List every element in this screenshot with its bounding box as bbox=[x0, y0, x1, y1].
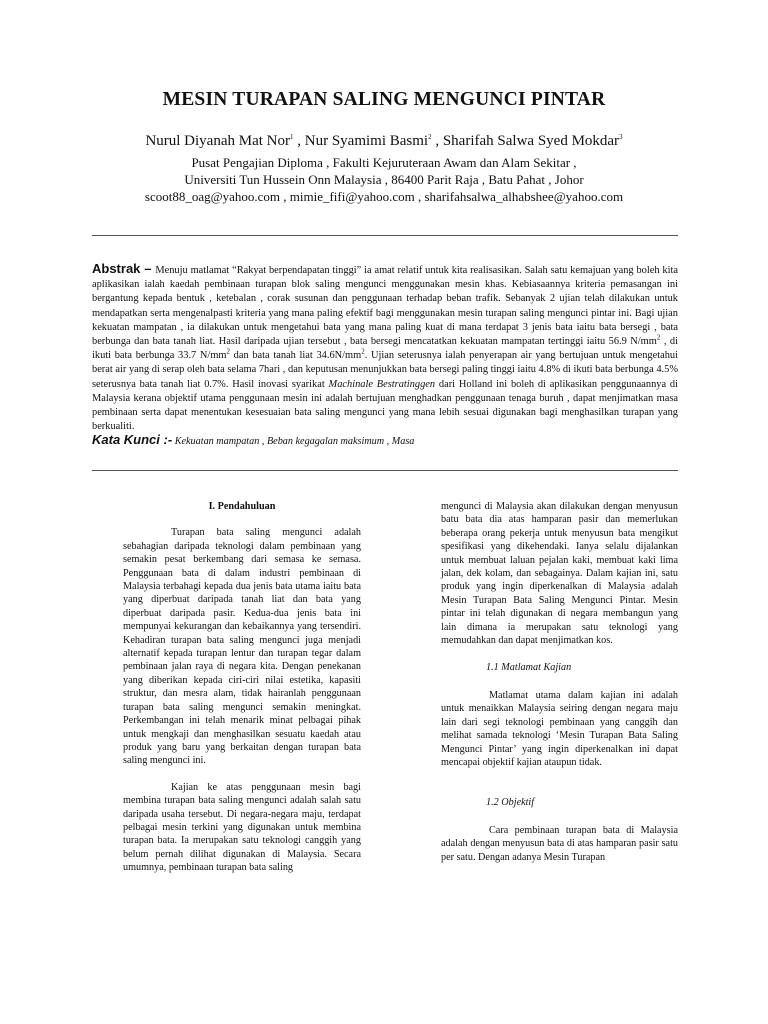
abstract-text: . Ujian seterusnya ialah penyerapan air yang bertujuan untuk mengetahui berat air yang di serap oleh bata selama 7hari , dan keputusan menunjukkan bata bersegi paling tinggi iaitu 4.8% di ikuti bata berbunga 4.5% seterusnya bata tanah liat 0.7%. Hasil inovasi syarikat bbox=[92, 350, 678, 390]
author-affiliation-mark: 3 bbox=[619, 133, 623, 141]
author-separator: , bbox=[431, 133, 443, 149]
unit-exponent: 2 bbox=[361, 347, 365, 356]
abstract bbox=[92, 262, 678, 434]
body-paragraph: Kajian ke atas penggunaan mesin bagi membina turapan bata saling mengunci adalah salah satu daripada usaha tersebut. Di negara-negara maju, terdapat pelbagai mesin terkini yang digunakan untuk membina turapan bata. Ia merupakan satu teknologi canggih yang belum pernah dilihat digunakan di Malaysia. Secara umumnya, pembinaan turapan bata saling bbox=[123, 781, 361, 874]
right-column bbox=[441, 500, 678, 864]
author-affiliation-mark: 2 bbox=[428, 133, 432, 141]
author-emails: scoot88_oag@yahoo.com , mimie_fifi@yahoo.com , sharifahsalwa_alhabshee@yahoo.com bbox=[144, 189, 624, 204]
keywords bbox=[92, 432, 678, 447]
subsection-heading: 1.2 Objektif bbox=[486, 797, 535, 809]
author-name: Nur Syamimi Basmi bbox=[304, 133, 429, 149]
author-separator: , bbox=[293, 133, 305, 149]
paper-title: MESIN TURAPAN SALING MENGUNCI PINTAR bbox=[162, 89, 606, 110]
body-paragraph: Turapan bata saling mengunci adalah sebahagian daripada teknologi dalam pembinaan yang semakin pesat berkembang dari semasa ke semasa. Penggunaan bata di dalam industri pembinaan di Malaysia terbahagi kepada dua jenis bata utama iaitu bata yang diperbuat daripada tanah liat dan bata yang diperbuat daripada pasir. Kedua-dua jenis bata ini mempunyai kekurangan dan kebaikannya yang tersendiri. Kehadiran turapan bata saling mengunci juga menjadi alternatif kepada turapan lentur dan turapan tegar dalam pembinaan jalan raya di negara kita. Dengan penekanan yang diberikan kepada ciri-ciri nilai estetika, kapasiti struktur, dan mesra alam, tidak hairanlah penggunaan turapan bata saling mengunci semakin meningkat. Perkembangan ini telah menarik minat pelbagai pihak untuk mengkaji dan menghasilkan sesuatu kaedah atau produk yang baru yang berkaitan dengan turapan bata saling mengunci ini. bbox=[123, 527, 361, 767]
unit-exponent: 2 bbox=[656, 333, 661, 342]
affiliation-line: Pusat Pengajian Diploma , Fakulti Kejuruteraan Awam dan Alam Sekitar , bbox=[191, 155, 577, 170]
abstract-text: Menuju matlamat “Rakyat berpendapatan tinggi” ia amat relatif untuk kita realisasikan. Salah satu kemajuan yang boleh kita aplikasikan ialah kaedah pembinaan turapan blok saling mengunci menggunakan mesin khas. Kebiasaannya kriteria pemasangan ini bergantung kepada bentuk , ketebalan , corak susunan dan penggunaan terhadap beban trafik. Sebanyak 2 ujian telah dilakukan untuk mendapatkan serta mengenalpasti kriteria yang mana paling efektif bagi menggunakan mesin turapan saling mengunci pintar ini. Bagi ujian kekuatan mampatan , ia dilakukan untuk mengetahui bata yang mana paling kuat di mana terdapat 3 jenis bata iaitu bata bersegi , bata berbunga dan bata tanah liat. Hasil daripada ujian tersebut , bata bersegi mencatatkan kekuatan mampatan tertinggi iaitu 56.9 N/mm bbox=[92, 265, 678, 348]
left-column bbox=[123, 500, 361, 875]
abstract-dash: – bbox=[140, 261, 156, 276]
abstract-text: , di ikuti bata berbunga 33.7 N/mm bbox=[92, 336, 678, 362]
subsection-heading: 1.1 Matlamat Kajian bbox=[486, 662, 572, 674]
abstract-text: dan bata tanah liat 34.6N/mm bbox=[229, 350, 362, 362]
abstract-text: dari Holland ini boleh di aplikasikan penggunaannya di Malaysia kerana objektif utama penggunaan mesin ini adalah bertujuan menghadkan penggunaan tenaga buruh , dapat menjimatkan masa pembinaan serta dapat menentukan kesesuaian bata saling mengunci yang mana lebih sesuai digunakan bagi menghasilkan turapan yang berkualiti. bbox=[92, 378, 678, 433]
affiliation-line: Universiti Tun Hussein Onn Malaysia , 86400 Parit Raja , Batu Pahat , Johor bbox=[184, 172, 584, 187]
author-affiliation-mark: 1 bbox=[290, 133, 294, 141]
section-divider bbox=[92, 470, 678, 471]
author-list bbox=[0, 133, 768, 150]
unit-exponent: 2 bbox=[226, 347, 230, 356]
body-paragraph: Matlamat utama dalam kajian ini adalah untuk menaikkan Malaysia seiring dengan negara maju lain dari segi teknologi pembinaan yang canggih dan melihat samada teknologi ‘Mesin Turapan Bata Saling Mengunci Pintar’ yang ingin diperkenalkan ini dapat mencapai objektif kajian ataupun tidak. bbox=[441, 689, 678, 768]
section-heading: I. Pendahuluan bbox=[208, 501, 276, 512]
body-paragraph: mengunci di Malaysia akan dilakukan dengan menyusun batu bata dia atas hamparan pasir dan memerlukan beberapa orang pekerja untuk menyusun bata mengikut spesifikasi yang dikehendaki. Ianya selalu dijalankan untuk membuat laluan pejalan kaki, membuat kaki lima jalan, dek kolam, dan sebagainya. Dalam kajian ini, satu produk yang ingin diperkenalkan di Malaysia adalah Mesin Turapan Bata Saling Mengunci Pintar. Mesin pintar ini telah digunakan di negara membangun yang lain dimana ia merupakan satu teknologi yang memudahkan dan dapat menjimatkan kos. bbox=[441, 501, 678, 647]
author-name: Sharifah Salwa Syed Mokdar bbox=[442, 133, 620, 149]
company-name: Machinale Bestratinggen bbox=[328, 378, 436, 390]
author-name: Nurul Diyanah Mat Nor bbox=[145, 133, 290, 149]
body-paragraph: Cara pembinaan turapan bata di Malaysia adalah dengan menyusun bata di atas hamparan pasir satu per satu. Dengan adanya Mesin Turapan bbox=[441, 824, 678, 863]
abstract-label: Abstrak bbox=[92, 261, 141, 276]
keywords-text: Kekuatan mampatan , Beban kegagalan maksimum , Masa bbox=[174, 436, 415, 447]
header-divider bbox=[92, 235, 678, 236]
keywords-label: Kata Kunci :- bbox=[92, 432, 173, 447]
